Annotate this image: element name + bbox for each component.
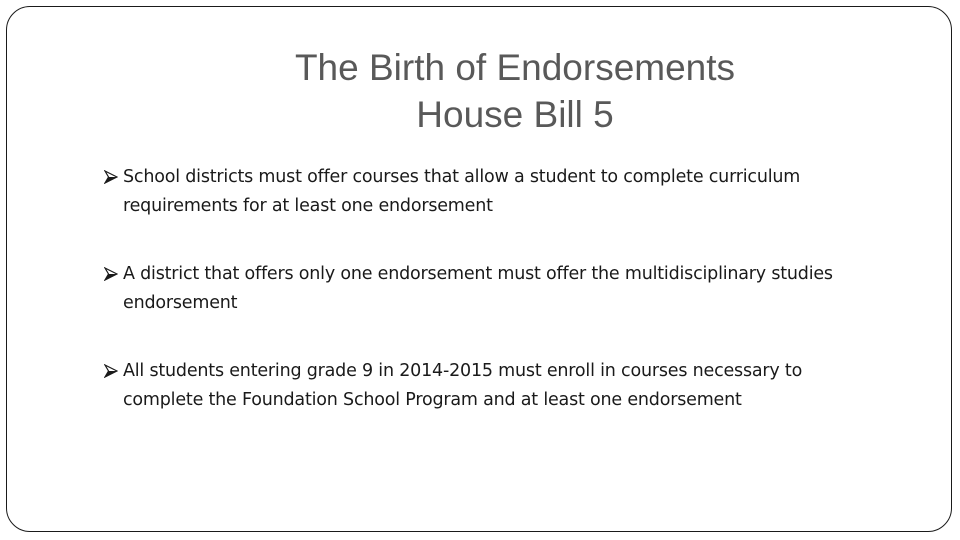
bullet-list bbox=[104, 163, 884, 414]
slide-title bbox=[180, 44, 850, 138]
bullet-text: School districts must offer courses that allow a student to complete curriculum requirements for at least one endorsement bbox=[123, 167, 801, 216]
arrowhead-bullet-icon bbox=[104, 170, 118, 184]
title-line-1: The Birth of Endorsements bbox=[294, 47, 736, 88]
bullet-item bbox=[104, 163, 884, 220]
bullet-item bbox=[104, 357, 884, 414]
title-line-2: House Bill 5 bbox=[416, 94, 614, 135]
arrowhead-bullet-icon bbox=[104, 364, 118, 378]
arrowhead-bullet-icon bbox=[104, 267, 118, 281]
bullet-text: All students entering grade 9 in 2014-2015 must enroll in courses necessary to complete the Foundation School Program and at least one endorsement bbox=[123, 361, 803, 410]
bullet-text: A district that offers only one endorsement must offer the multidisciplinary studies endorsement bbox=[123, 264, 833, 313]
bullet-item bbox=[104, 260, 884, 317]
